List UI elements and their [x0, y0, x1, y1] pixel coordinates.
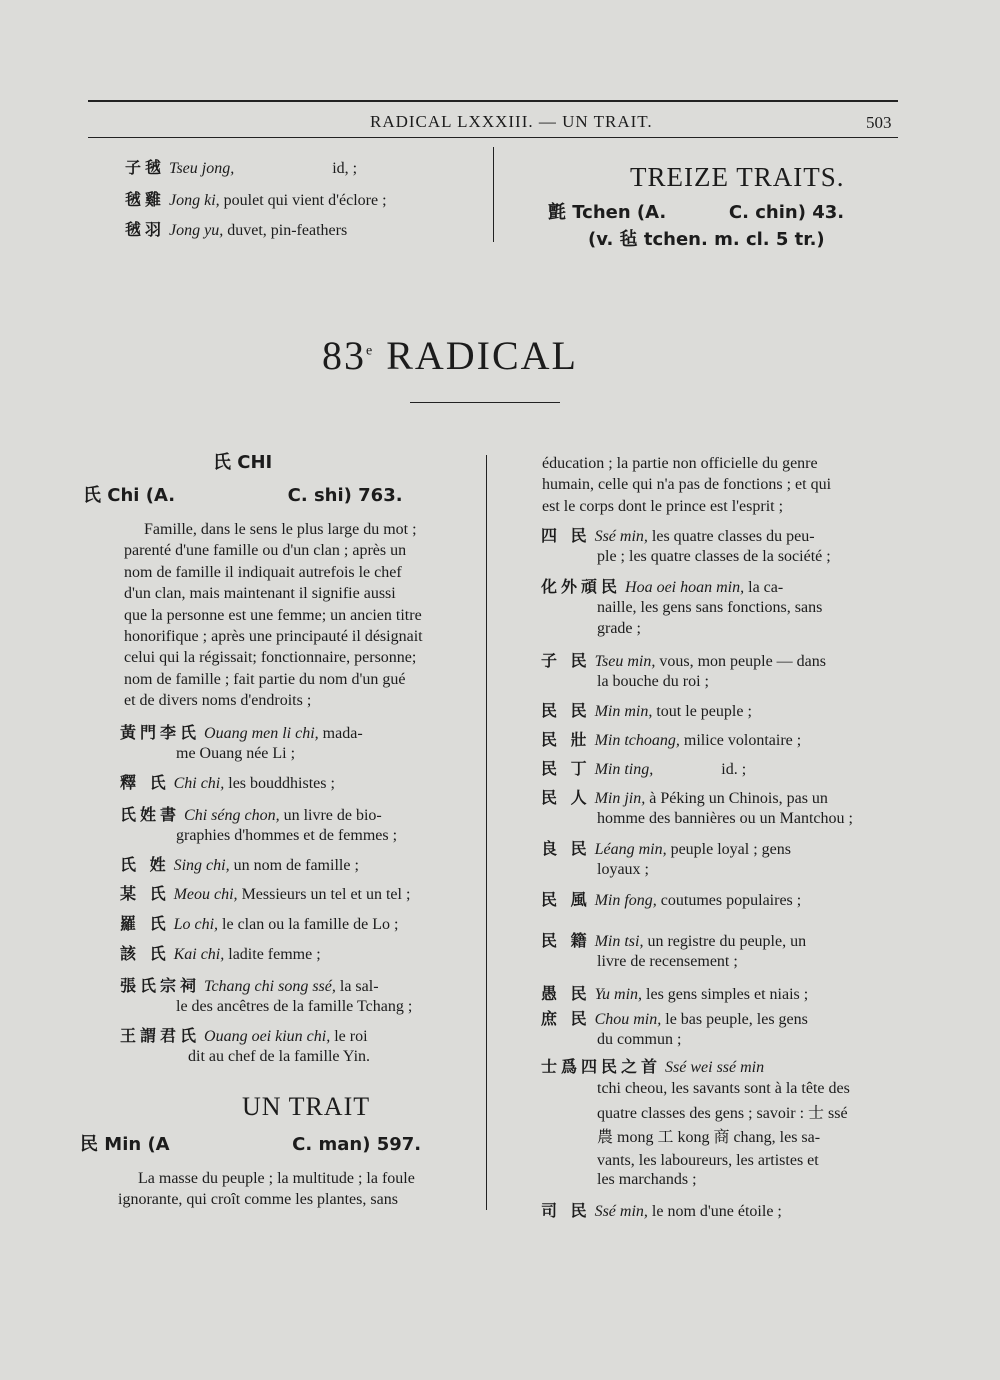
list-item: 羅 氏 Lo chi, le clan ou la famille de Lo ;	[120, 914, 399, 933]
list-item-cont: homme des bannières ou un Mantchou ;	[597, 810, 853, 827]
list-item-cont: 農 mong 工 kong 商 chang, les sa-	[597, 1129, 821, 1146]
list-item-cont: quatre classes des gens ; savoir : 士 ssé	[597, 1105, 848, 1122]
header-top-rule	[88, 100, 898, 102]
list-item: 民 民 Min min, tout le peuple ;	[541, 701, 752, 720]
list-item: 司 民 Ssé min, le nom d'une étoile ;	[541, 1201, 782, 1220]
entry-tchen-variant: (v. 毡 tchen. m. cl. 5 tr.)	[588, 229, 825, 250]
entry-chi: 氏 Chi (A. C. shi) 763.	[83, 485, 403, 506]
entry-tchen: 氈 Tchen (A. C. chin) 43.	[548, 202, 845, 223]
list-item-cont: vants, les laboureurs, les artistes et	[597, 1152, 819, 1169]
list-item: 民 壯 Min tchoang, milice volontaire ;	[541, 730, 802, 749]
list-item: 化外頑民 Hoa oei hoan min, la ca-	[541, 577, 784, 596]
list-item-cont: me Ouang née Li ;	[176, 745, 296, 762]
list-item-cont: le des ancêtres de la famille Tchang ;	[176, 998, 413, 1015]
radical-title: 83e RADICAL	[322, 333, 578, 378]
section-heading-treize-traits: TREIZE TRAITS.	[630, 162, 845, 192]
list-item: 某 氏 Meou chi, Messieurs un tel et un tel ;	[120, 884, 411, 903]
chi-definition: Famille, dans le sens le plus large du mot ; parenté d'une famille ou d'un clan ; après un nom de famille il indiquait autrefois le chef d'un clan, mais maintenant il signifie aussi que la personne est une femme; un ancien titre honorifique ; après une principauté il désignait celui qui la régissait; fonctionnaire, personne; nom de famille ; fait partie du nom d'un gué et de divers noms d'endroits ;	[124, 521, 423, 710]
list-item-cont: du commun ;	[597, 1031, 682, 1048]
list-item: 黃門李氏 Ouang men li chi, mada-	[120, 723, 363, 742]
list-item: 氏姓書 Chi séng chon, un livre de bio-	[120, 805, 382, 824]
list-item: 民 籍 Min tsi, un registre du peuple, un	[541, 931, 807, 950]
title-underline	[410, 402, 560, 403]
list-item-cont: livre de recensement ;	[597, 953, 738, 970]
min-definition-cont: éducation ; la partie non officielle du genre humain, celle qui n'a pas de fonctions ; et qui est le corps dont le prince est l'esprit ;	[542, 455, 832, 515]
list-item: 氏 姓 Sing chi, un nom de famille ;	[120, 855, 359, 874]
list-item-cont: les marchands ;	[597, 1171, 697, 1188]
list-item: 民 風 Min fong, coutumes populaires ;	[541, 890, 802, 909]
list-item: 釋 氏 Chi chi, les bouddhistes ;	[120, 773, 335, 792]
entry-min: 民 Min (A C. man) 597.	[80, 1134, 422, 1155]
list-item: 良 民 Léang min, peuple loyal ; gens	[541, 839, 791, 858]
running-header-title: RADICAL LXXXIII. — UN TRAIT.	[370, 112, 653, 131]
list-item: 該 氏 Kai chi, ladite femme ;	[120, 944, 321, 963]
list-item: 庶 民 Chou min, le bas peuple, les gens	[541, 1009, 808, 1028]
min-definition: La masse du peuple ; la multitude ; la foule ignorante, qui croît comme les plantes, sans	[118, 1170, 415, 1209]
top-column-divider	[493, 147, 494, 242]
list-item: 民 人 Min jin, à Péking un Chinois, pas un	[541, 788, 828, 807]
list-item-cont: graphies d'hommes et de femmes ;	[176, 827, 398, 844]
list-item: 毧羽 Jong yu, duvet, pin-feathers	[125, 220, 348, 239]
list-item: 四 民 Ssé min, les quatre classes du peu-	[541, 526, 815, 545]
list-item-cont: dit au chef de la famille Yin.	[188, 1048, 371, 1065]
sub-heading-chi: 氏 CHI	[213, 452, 273, 473]
section-heading-un-trait: UN TRAIT	[242, 1092, 371, 1121]
list-item: 子毧 Tseu jong, id, ;	[125, 158, 358, 177]
list-item: 張氏宗祠 Tchang chi song ssé, la sal-	[120, 976, 379, 995]
list-item: 愚 民 Yu min, les gens simples et niais ;	[541, 984, 809, 1003]
list-item-cont: la bouche du roi ;	[597, 673, 709, 690]
list-item: 民 丁 Min ting, id. ;	[541, 759, 747, 778]
column-divider	[486, 455, 487, 1210]
list-item: 毧雞 Jong ki, poulet qui vient d'éclore ;	[125, 190, 387, 209]
list-item: 子 民 Tseu min, vous, mon peuple — dans	[541, 651, 826, 670]
list-item-cont: tchi cheou, les savants sont à la tête des	[597, 1080, 850, 1097]
list-item-cont: naille, les gens sans fonctions, sans	[597, 599, 823, 616]
list-item-cont: loyaux ;	[597, 861, 649, 878]
list-item: 王謂君氏 Ouang oei kiun chi, le roi	[120, 1026, 368, 1045]
list-item-cont: grade ;	[597, 620, 641, 637]
list-item: 士爲四民之首 Ssé wei ssé min	[541, 1057, 765, 1076]
list-item-cont: ple ; les quatre classes de la société ;	[597, 548, 831, 565]
header-bottom-rule	[88, 137, 898, 138]
page-number: 503	[866, 113, 892, 132]
